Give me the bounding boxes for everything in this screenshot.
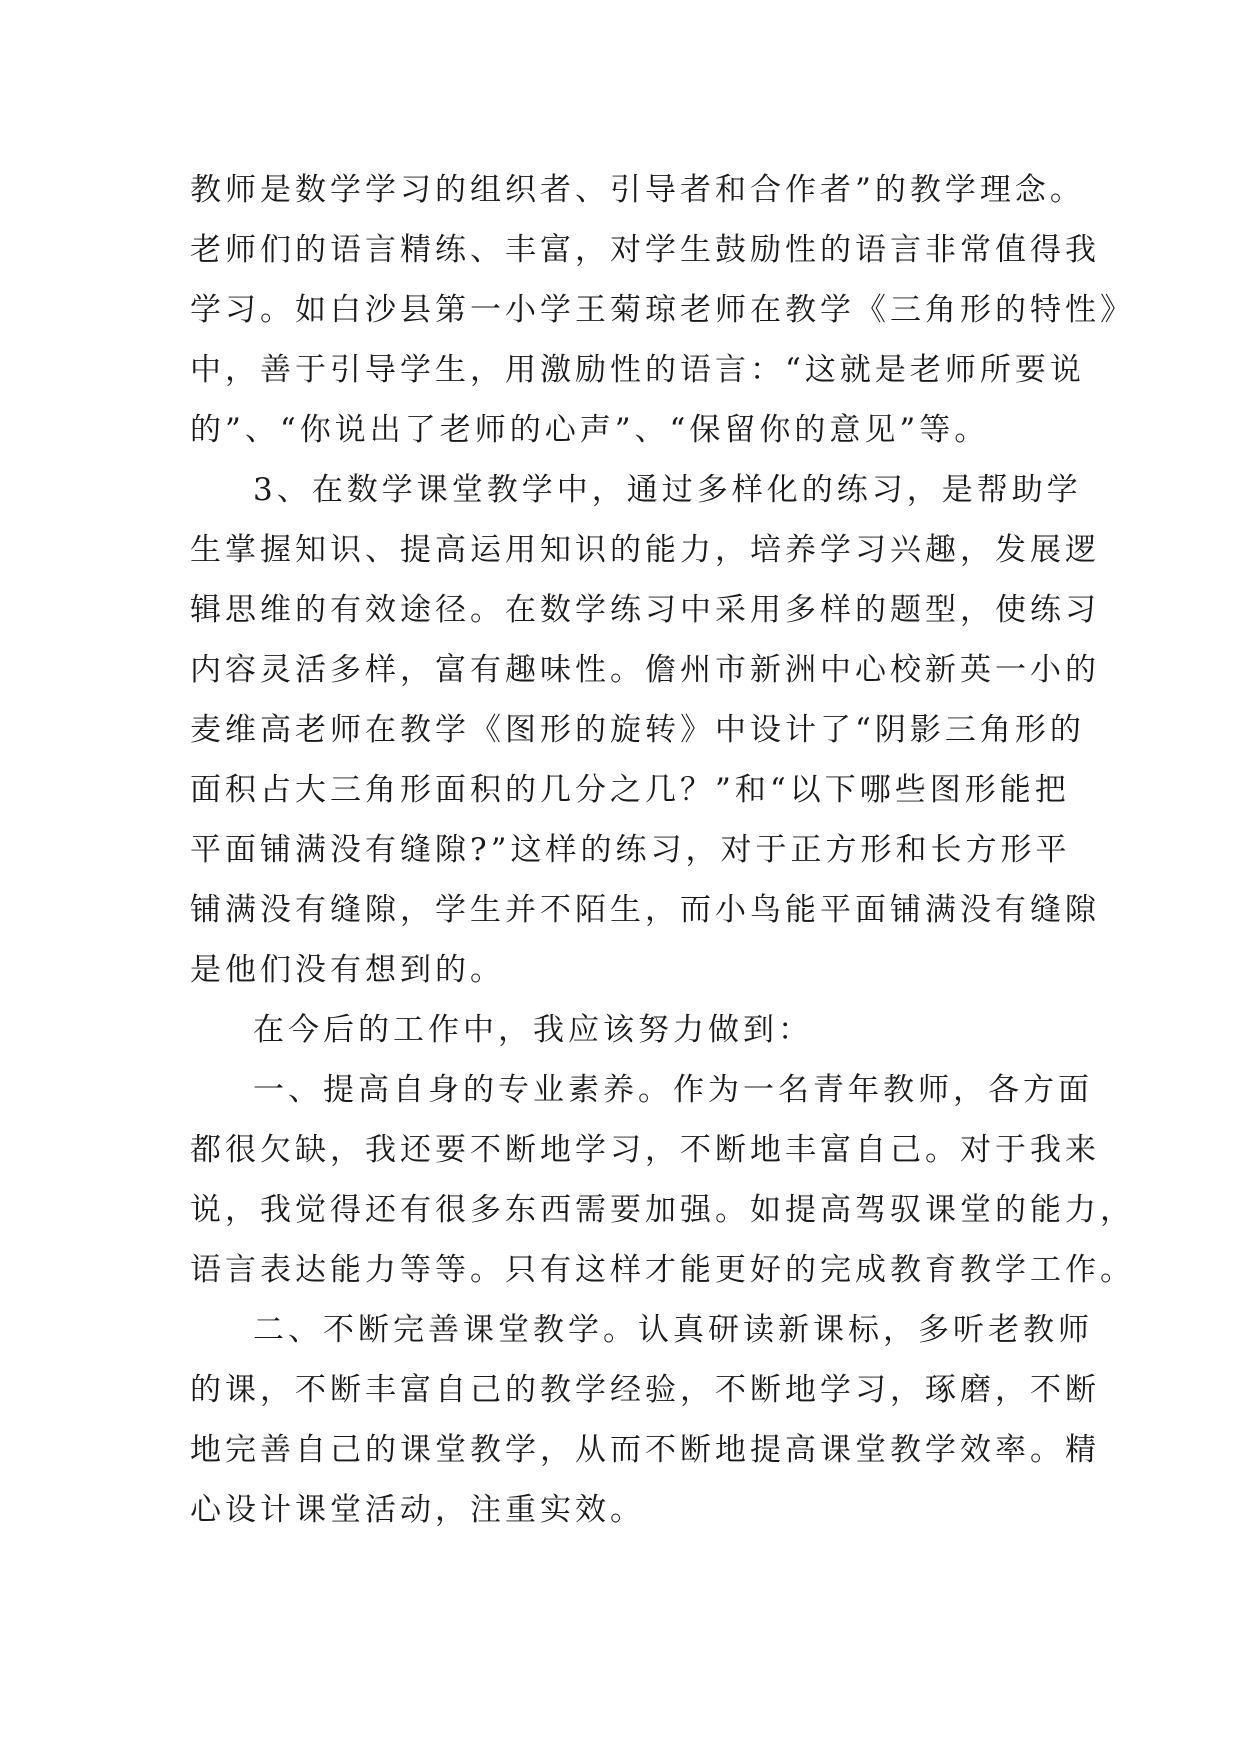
text-line: 地完善自己的课堂教学，从而不断地提高课堂教学效率。精 [190,1432,1100,1468]
text-line: 中，善于引导学生，用激励性的语言：“这就是老师所要说 [190,352,1085,388]
text-line: 面积占大三角形面积的几分之几？”和“以下哪些图形能把 [190,772,1070,808]
text-line: 老师们的语言精练、丰富，对学生鼓励性的语言非常值得我 [190,232,1100,268]
text-line: 平面铺满没有缝隙?”这样的练习，对于正方形和长方形平 [190,832,1071,868]
text-line: 语言表达能力等等。只有这样才能更好的完成教育教学工作。 [190,1252,1135,1288]
paragraph-start-line: 二、不断完善课堂教学。认真研读新课标，多听老教师 [253,1312,1093,1348]
text-line: 的课，不断丰富自己的教学经验，不断地学习，琢磨，不断 [190,1372,1100,1408]
text-line: 说，我觉得还有很多东西需要加强。如提高驾驭课堂的能力， [190,1192,1135,1228]
text-line: 的”、“你说出了老师的心声”、“保留你的意见”等。 [190,412,990,448]
text-line: 教师是数学学习的组织者、引导者和合作者”的教学理念。 [190,172,1085,208]
text-line: 麦维高老师在教学《图形的旋转》中设计了“阴影三角形的 [190,712,1085,748]
text-line: 是他们没有想到的。 [190,952,505,988]
body-text [190,160,1135,1540]
text-line: 铺满没有缝隙，学生并不陌生，而小鸟能平面铺满没有缝隙 [190,892,1100,928]
text-line: 生掌握知识、提高运用知识的能力，培养学习兴趣，发展逻 [190,532,1100,568]
text-line: 学习。如白沙县第一小学王菊琼老师在教学《三角形的特性》 [190,292,1135,328]
text-line: 都很欠缺，我还要不断地学习，不断地丰富自己。对于我来 [190,1132,1100,1168]
text-line: 辑思维的有效途径。在数学练习中采用多样的题型，使练习 [190,592,1100,628]
text-line: 心设计课堂活动，注重实效。 [190,1492,645,1528]
paragraph-start-line: 在今后的工作中，我应该努力做到： [253,1012,813,1048]
text-line: 内容灵活多样，富有趣味性。儋州市新洲中心校新英一小的 [190,652,1100,688]
paragraph-start-line: 3、在数学课堂教学中，通过多样化的练习，是帮助学 [253,472,1082,508]
paragraph-start-line: 一、提高自身的专业素养。作为一名青年教师，各方面 [253,1072,1093,1108]
